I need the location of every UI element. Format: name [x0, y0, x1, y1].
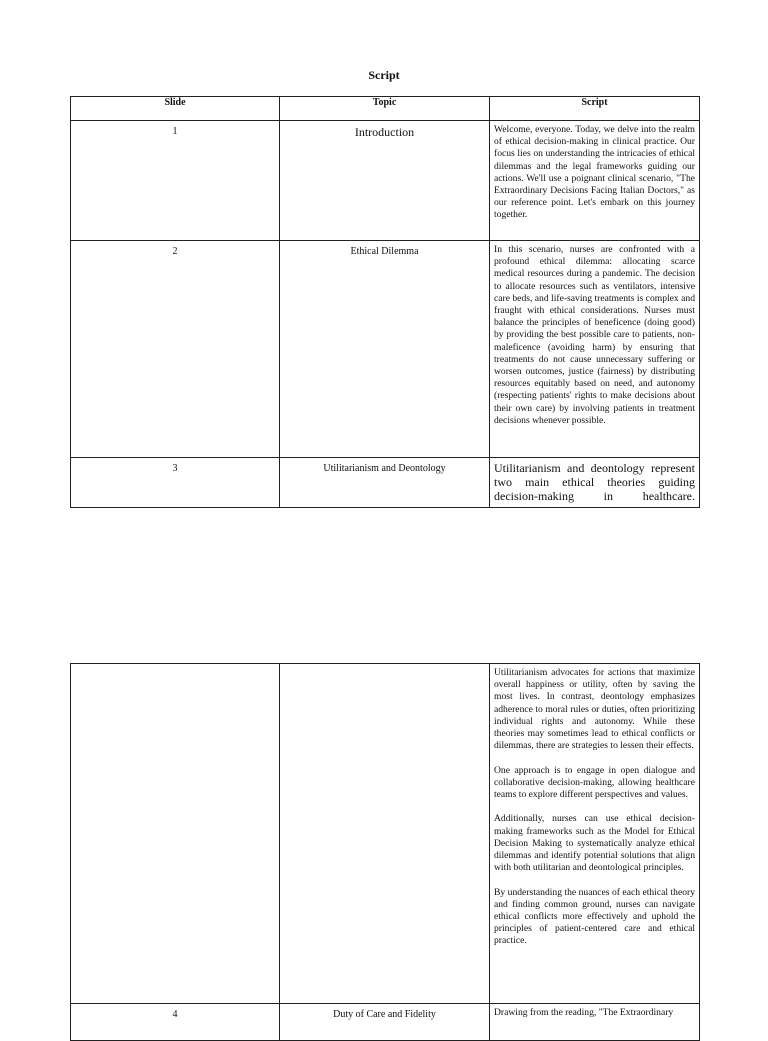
script-cell: Utilitarianism and deontology represent two main ethical theories guiding decision-making in healthcare. — [490, 458, 700, 508]
document-title: Script — [368, 68, 400, 82]
table-header-row — [71, 97, 700, 121]
header-slide: Slide — [71, 97, 280, 121]
script-paragraph: One approach is to engage in open dialogue and collaborative decision-making, allowing healthcare teams to explore different perspectives and values. — [494, 764, 695, 801]
slide-number: 1 — [71, 121, 280, 241]
slide-number — [71, 664, 280, 1004]
table-row — [71, 241, 700, 458]
script-cell: Welcome, everyone. Today, we delve into the realm of ethical decision-making in clinical practice. Our focus lies on understanding the intricacies of ethical dilemmas and the legal frameworks guiding our actions. We'll use a poignant clinical scenario, "The Extraordinary Decisions Facing Italian Doctors," as our reference point. Let's embark on this journey together. — [490, 121, 700, 241]
topic-cell: Ethical Dilemma — [280, 241, 490, 458]
script-paragraph: Utilitarianism advocates for actions that maximize overall happiness or utility, often by saving the most lives. In contrast, deontology emphasizes adherence to moral rules or duties, often prioritizing individual rights and autonomy. While these theories may sometimes lead to ethical conflicts or dilemmas, there are strategies to lessen their effects. — [494, 667, 695, 752]
slide-number: 2 — [71, 241, 280, 458]
script-cell: In this scenario, nurses are confronted with a profound ethical dilemma: allocating scarce medical resources during a pandemic. The decision to allocate resources such as ventilators, intensive care beds, and life-saving treatments is complex and fraught with ethical considerations. Nurses must balance the principles of beneficence (doing good) by providing the best possible care to patients, non-maleficence (avoiding harm) by ensuring that treatments do not cause unnecessary suffering or worsen outcomes, justice (fairness) by distributing resources equitably based on need, and autonomy (respecting patients' rights to make decisions about their own care) by involving patients in treatment decisions whenever possible. — [490, 241, 700, 458]
table-row — [71, 458, 700, 508]
slide-number: 4 — [71, 1004, 280, 1041]
topic-cell: Introduction — [280, 121, 490, 241]
slide-number: 3 — [71, 458, 280, 508]
table-row — [71, 1004, 700, 1041]
topic-cell: Duty of Care and Fidelity — [280, 1004, 490, 1041]
script-paragraph: Additionally, nurses can use ethical decision-making frameworks such as the Model for Ethical Decision Making to systematically analyze ethical dilemmas and identify potential solutions that align with both utilitarian and deontological principles. — [494, 813, 695, 874]
header-script: Script — [490, 97, 700, 121]
script-table — [70, 96, 700, 508]
header-topic: Topic — [280, 97, 490, 121]
table-row — [71, 121, 700, 241]
script-cell: Drawing from the reading, "The Extraordinary — [490, 1004, 700, 1041]
topic-cell — [280, 664, 490, 1004]
topic-cell: Utilitarianism and Deontology — [280, 458, 490, 508]
table-row — [71, 664, 700, 1004]
script-cell — [490, 664, 700, 1004]
script-paragraph: By understanding the nuances of each ethical theory and finding common ground, nurses can navigate ethical conflicts more effectively and uphold the principles of patient-centered care and ethical practice. — [494, 886, 695, 947]
script-table-continued — [70, 663, 700, 1041]
